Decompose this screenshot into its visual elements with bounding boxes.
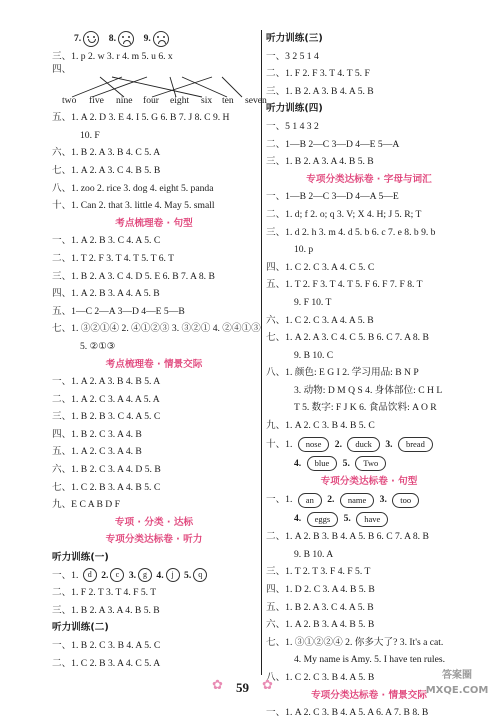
answer-row: 六、1. C 2. C 3. A 4. A 5. B	[266, 314, 374, 326]
answer-row: 三、1. d 2. h 3. m 4. d 5. b 6. c 7. e 8. b 9. b	[266, 226, 436, 238]
circled-letter: q	[193, 568, 207, 582]
row-label: 一、1.	[52, 569, 79, 581]
item-number: 4.	[294, 457, 302, 469]
word-oval: nose	[298, 437, 330, 452]
word-oval: blue	[307, 456, 338, 471]
word-oval: Two	[355, 456, 386, 471]
matching-words	[52, 75, 267, 109]
answer-row: 六、1. A 2. B 3. A 4. B 5. B	[266, 619, 375, 631]
circled-letter: d	[83, 568, 97, 582]
page-number: 59	[236, 680, 249, 695]
word-oval: duck	[347, 437, 380, 452]
answer-row-ovals	[266, 435, 472, 454]
item-number: 3.	[385, 438, 393, 450]
answer-row: 三、1. B 2. A 3. C 4. D 5. E 6. B 7. A 8. B	[52, 270, 215, 282]
answer-row: 二、1. F 2. F 3. T 4. T 5. F	[266, 68, 370, 80]
answer-row: 一、3 2 5 1 4	[266, 50, 319, 62]
item-number: 3.	[379, 494, 387, 506]
answer-row: 9. F 10. T	[294, 296, 332, 308]
word-oval: eggs	[307, 512, 339, 527]
answer-row: 八、1. zoo 2. rice 3. dog 4. eight 5. panda	[52, 182, 214, 194]
answer-row: 一、1. A 2. C 3. B 4. A 5. A 6. A 7. B 8. B	[266, 707, 429, 719]
answer-row: 七、1. ③②①④ 2. ④①②③ 3. ③②① 4. ②④①③	[52, 323, 261, 335]
answer-row: 五、1. T 2. F 3. T 4. T 5. F 6. F 7. F 8. T	[266, 279, 423, 291]
subsection-title: 听力训练(四)	[266, 103, 323, 115]
word: five	[89, 95, 104, 107]
item-number: 2.	[327, 494, 335, 506]
answer-row: 四、1. C 2. C 3. A 4. C 5. C	[266, 261, 375, 273]
palm-tree-icon: ✿	[212, 677, 223, 692]
answer-row: 六、1. B 2. C 3. A 4. D 5. B	[52, 464, 161, 476]
answer-row: 9. B 10. C	[294, 349, 334, 361]
answer-row: 九、1. A 2. C 3. B 4. B 5. C	[266, 420, 375, 432]
answer-row: 9. B 10. A	[294, 548, 334, 560]
answer-row: 三、1. T 2. T 3. F 4. F 5. T	[266, 566, 371, 578]
answer-row: 四、1. D 2. C 3. A 4. B 5. B	[266, 584, 375, 596]
section-title: 专项 · 分类 · 达标	[114, 516, 194, 528]
answer-row: 四、	[52, 64, 72, 76]
sad-face-icon	[118, 31, 134, 47]
word: ten	[222, 95, 234, 107]
item-number: 5.	[343, 513, 351, 525]
word: seven	[245, 95, 267, 107]
word: four	[143, 95, 159, 107]
word-oval: have	[356, 512, 388, 527]
row-label: 一、1.	[266, 494, 293, 506]
answer-row: 十、1. Can 2. that 3. little 4. May 5. small	[52, 200, 215, 212]
answer-row: 3. 动物: D M Q S 4. 身体部位: C H L	[294, 384, 443, 396]
answer-row: 一、5 1 4 3 2	[266, 120, 319, 132]
answer-row: 二、1. T 2. F 3. T 4. T 5. T 6. T	[52, 252, 174, 264]
section-title: 考点梳理卷 · 情景交际	[105, 358, 203, 370]
answer-row: 一、1. B 2. C 3. B 4. A 5. C	[52, 640, 161, 651]
word: nine	[116, 95, 133, 107]
answer-row: 一、1—B 2—C 3—D 4—A 5—E	[266, 191, 399, 203]
answer-row: 5. ②①③	[80, 340, 116, 352]
answer-row: 三、1. B 2. A 3. A 4. B 5. B	[52, 604, 160, 616]
answer-row: 二、1. d; f 2. o; q 3. V; X 4. H; J 5. R; T	[266, 208, 422, 220]
smile-face-icon	[83, 31, 99, 47]
palm-tree-icon: ✿	[262, 677, 273, 692]
answer-row: 二、1—B 2—C 3—D 4—E 5—A	[266, 138, 400, 150]
answer-row: 一、1. A 2. B 3. C 4. A 5. C	[52, 235, 161, 247]
answer-row-ovals	[266, 509, 472, 528]
item-number: 4.	[294, 513, 302, 525]
label-7: 7.	[74, 33, 82, 44]
label-9: 9.	[143, 33, 151, 44]
word: two	[62, 95, 77, 107]
answer-row: 一、1. A 2. A 3. B 4. B 5. A	[52, 376, 161, 388]
watermark-logo: 答案圈 MXQE.COM	[425, 670, 489, 696]
answer-row: 五、1. B 2. A 3. C 4. A 5. B	[266, 601, 374, 613]
answer-row-ovals	[266, 490, 472, 509]
word-oval: an	[298, 493, 322, 508]
section-title: 专项分类达标卷 · 字母与词汇	[306, 173, 432, 185]
answer-row: 八、1. C 2. C 3. B 4. A 5. B	[266, 672, 375, 683]
item-number: 2.	[334, 438, 342, 450]
subsection-title: 听力训练(一)	[52, 552, 109, 564]
answer-row: 二、1. C 2. B 3. A 4. C 5. A	[52, 657, 161, 669]
word: six	[201, 95, 213, 107]
right-column	[266, 30, 472, 722]
answer-row: 五、1. A 2. D 3. E 4. I 5. G 6. B 7. J 8. C 9. H	[52, 112, 230, 124]
section-title: 专项分类达标卷 · 情景交际	[311, 689, 427, 701]
label-8: 8.	[108, 33, 116, 44]
answer-row: 三、1. p 2. w 3. r 4. m 5. u 6. x	[52, 50, 173, 62]
answer-row: T 5. 数字: F J K 6. 食品饮料: A O R	[294, 402, 437, 414]
section-title: 专项分类达标卷 · 听力	[105, 534, 203, 546]
answer-row: 六、1. B 2. A 3. B 4. C 5. A	[52, 147, 161, 159]
word-oval: name	[340, 493, 374, 508]
circled-letter: j	[166, 568, 180, 582]
answer-row-ovals	[266, 454, 472, 473]
answer-row: 二、1. A 2. C 3. A 4. A 5. A	[52, 393, 160, 405]
answer-row: 四、1. B 2. C 3. A 4. B	[52, 428, 142, 440]
answer-row: 二、1. F 2. T 3. T 4. F 5. T	[52, 587, 157, 599]
column-divider	[261, 30, 262, 675]
word-oval: bread	[398, 437, 433, 452]
answer-row: 七、1. ③①②②④ 2. 你多大了? 3. It's a cat.	[266, 636, 444, 648]
answer-row: 七、1. A 2. A 3. C 4. C 5. B 6. C 7. A 8. B	[266, 332, 429, 344]
answer-row: 七、1. A 2. A 3. C 4. B 5. B	[52, 164, 161, 176]
answer-row: 九、E C A B D F	[52, 499, 120, 511]
answer-row: 10. p	[294, 244, 314, 256]
answer-row: 三、1. B 2. A 3. B 4. A 5. B	[266, 85, 374, 97]
section-title: 考点梳理卷 · 句型	[115, 217, 193, 229]
answer-row: 4. My name is Amy. 5. I have ten rules.	[294, 654, 445, 666]
answer-row: 四、1. A 2. B 3. A 4. A 5. B	[52, 288, 160, 300]
answer-row: 三、1. B 2. A 3. A 4. B 5. B	[266, 156, 374, 168]
answer-row: 七、1. C 2. B 3. A 4. B 5. C	[52, 481, 161, 493]
section-title: 专项分类达标卷 · 句型	[320, 475, 418, 487]
row-label: 十、1.	[266, 438, 293, 450]
item-number: 5.	[342, 457, 350, 469]
circled-letter: g	[138, 568, 152, 582]
answer-row: 10. F	[80, 129, 100, 141]
row-faces	[52, 30, 256, 48]
subsection-title: 听力训练(二)	[52, 622, 109, 634]
answer-row: 八、1. 颜色: E G I 2. 学习用品: B N P	[266, 367, 419, 379]
subsection-title: 听力训练(三)	[266, 33, 323, 44]
answer-row: 五、1—C 2—A 3—D 4—E 5—B	[52, 305, 185, 317]
answer-row: 三、1. B 2. B 3. C 4. A 5. C	[52, 411, 161, 423]
circled-letter: c	[110, 568, 124, 582]
sad-face-icon	[153, 31, 169, 47]
word: eight	[170, 95, 190, 107]
answer-row: 二、1. A 2. B 3. B 4. A 5. B 6. C 7. A 8. B	[266, 531, 429, 543]
word-oval: too	[392, 493, 419, 508]
left-column	[52, 30, 267, 672]
answer-row: 一、1. d 2. c 3. g 4. j 5. q	[52, 567, 256, 585]
answer-row: 五、1. A 2. C 3. A 4. B	[52, 446, 142, 458]
